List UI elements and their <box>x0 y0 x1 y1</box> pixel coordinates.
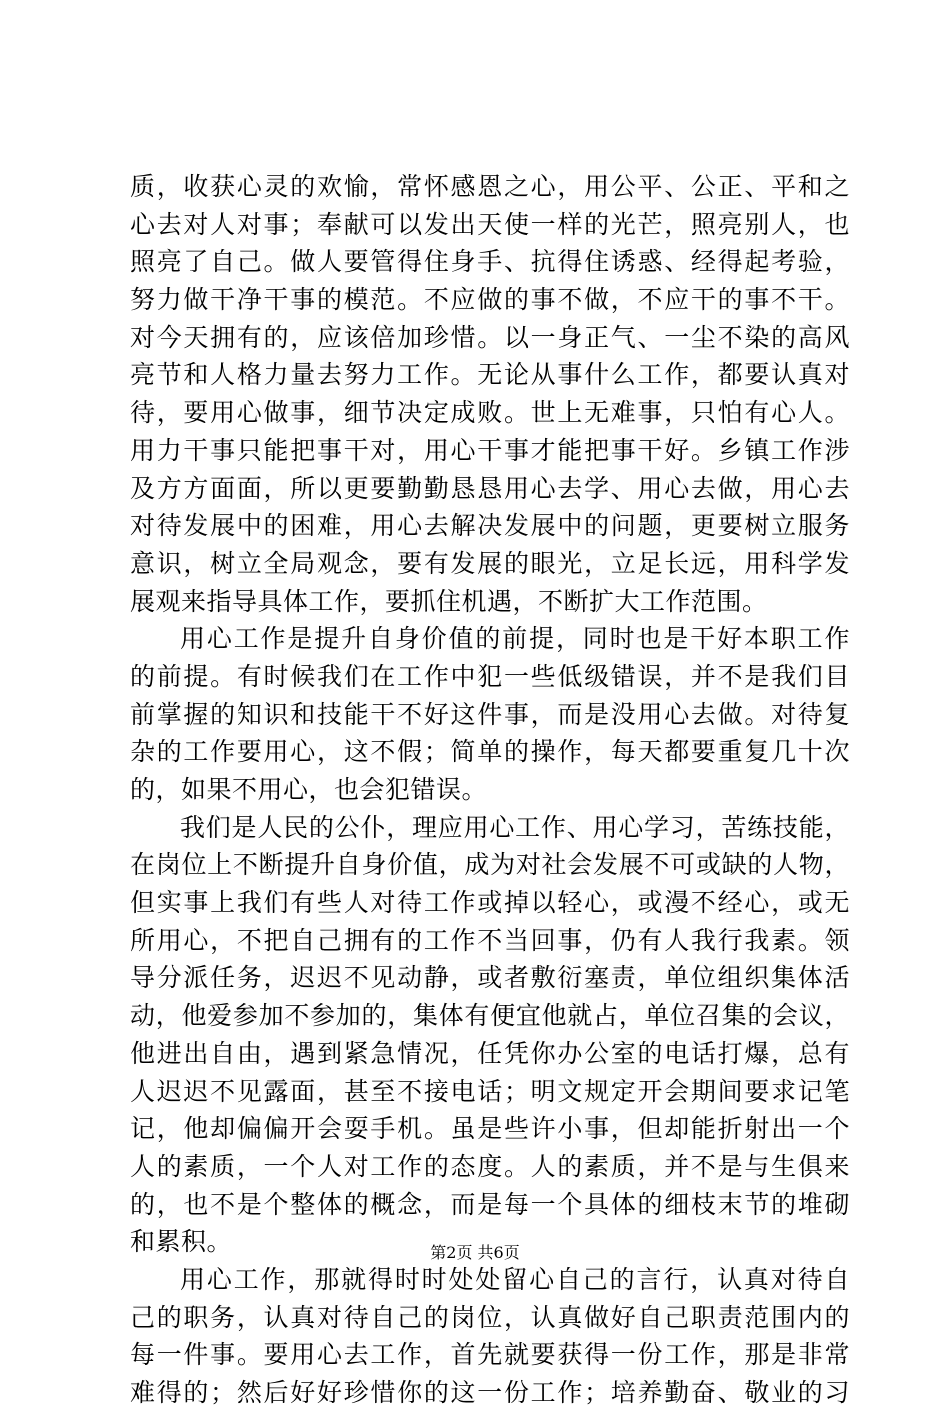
page-footer: 第2页 共6页 <box>430 1243 520 1262</box>
text-line: 心去对人对事；奉献可以发出天使一样的光芒，照亮别人，也 <box>130 209 850 239</box>
text-line: 导分派任务，迟迟不见动静，或者敷衍塞责，单位组织集体活 <box>130 963 850 993</box>
text-line: 在岗位上不断提升自身价值，成为对社会发展不可或缺的人物， <box>130 850 850 880</box>
text-line: 对待发展中的困难，用心去解决发展中的问题，更要树立服务 <box>130 511 850 541</box>
text-line: 每一件事。要用心去工作，首先就要获得一份工作，那是非常 <box>130 1340 850 1370</box>
text-line: 记，他却偏偏开会耍手机。虽是些许小事，但却能折射出一个 <box>130 1114 850 1144</box>
text-line: 的，如果不用心，也会犯错误。 <box>130 775 488 804</box>
text-line: 亮节和人格力量去努力工作。无论从事什么工作，都要认真对 <box>130 360 850 390</box>
text-line: 的前提。有时候我们在工作中犯一些低级错误，并不是我们目 <box>130 661 850 691</box>
text-line: 用心工作是提升自身价值的前提，同时也是干好本职工作 <box>180 624 850 654</box>
text-line: 努力做干净干事的模范。不应做的事不做，不应干的事不干。 <box>130 285 850 315</box>
text-line: 杂的工作要用心，这不假；简单的操作，每天都要重复几十次 <box>130 737 850 767</box>
text-line: 照亮了自己。做人要管得住身手、抗得住诱惑、经得起考验， <box>130 247 850 277</box>
text-line: 人的素质，一个人对工作的态度。人的素质，并不是与生俱来 <box>130 1151 850 1181</box>
text-line: 但实事上我们有些人对待工作或掉以轻心，或漫不经心，或无 <box>130 888 850 918</box>
text-line: 我们是人民的公仆，理应用心工作、用心学习，苦练技能， <box>180 812 850 842</box>
text-line: 及方方面面，所以更要勤勤恳恳用心去学、用心去做，用心去 <box>130 473 850 503</box>
text-line: 所用心，不把自己拥有的工作不当回事，仍有人我行我素。领 <box>130 925 850 955</box>
text-line: 用心工作，那就得时时处处留心自己的言行，认真对待自 <box>180 1264 850 1294</box>
text-line: 人迟迟不见露面，甚至不接电话；明文规定开会期间要求记笔 <box>130 1076 850 1106</box>
text-line: 己的职务，认真对待自己的岗位，认真做好自己职责范围内的 <box>130 1302 850 1332</box>
text-line: 意识，树立全局观念，要有发展的眼光，立足长远，用科学发 <box>130 548 850 578</box>
text-line: 的，也不是个整体的概念，而是每一个具体的细枝末节的堆砌 <box>130 1189 850 1219</box>
document-body <box>130 168 850 1412</box>
text-line: 用力干事只能把事干对，用心干事才能把事干好。乡镇工作涉 <box>130 435 850 465</box>
text-line: 对今天拥有的，应该倍加珍惜。以一身正气、一尘不染的高风 <box>130 322 850 352</box>
text-line: 待，要用心做事，细节决定成败。世上无难事，只怕有心人。 <box>130 398 850 428</box>
text-line: 和累积。 <box>130 1227 233 1257</box>
text-line: 难得的；然后好好珍惜你的这一份工作；培养勤奋、敬业的习 <box>130 1378 850 1407</box>
text-line: 动，他爱参加不参加的，集体有便宜他就占，单位召集的会议， <box>130 1001 850 1031</box>
text-line: 前掌握的知识和技能干不好这件事，而是没用心去做。对待复 <box>130 699 850 729</box>
text-line: 他进出自由，遇到紧急情况，任凭你办公室的电话打爆，总有 <box>130 1038 850 1068</box>
text-line: 质，收获心灵的欢愉，常怀感恩之心，用公平、公正、平和之 <box>130 172 850 201</box>
text-line: 展观来指导具体工作，要抓住机遇，不断扩大工作范围。 <box>130 586 768 616</box>
